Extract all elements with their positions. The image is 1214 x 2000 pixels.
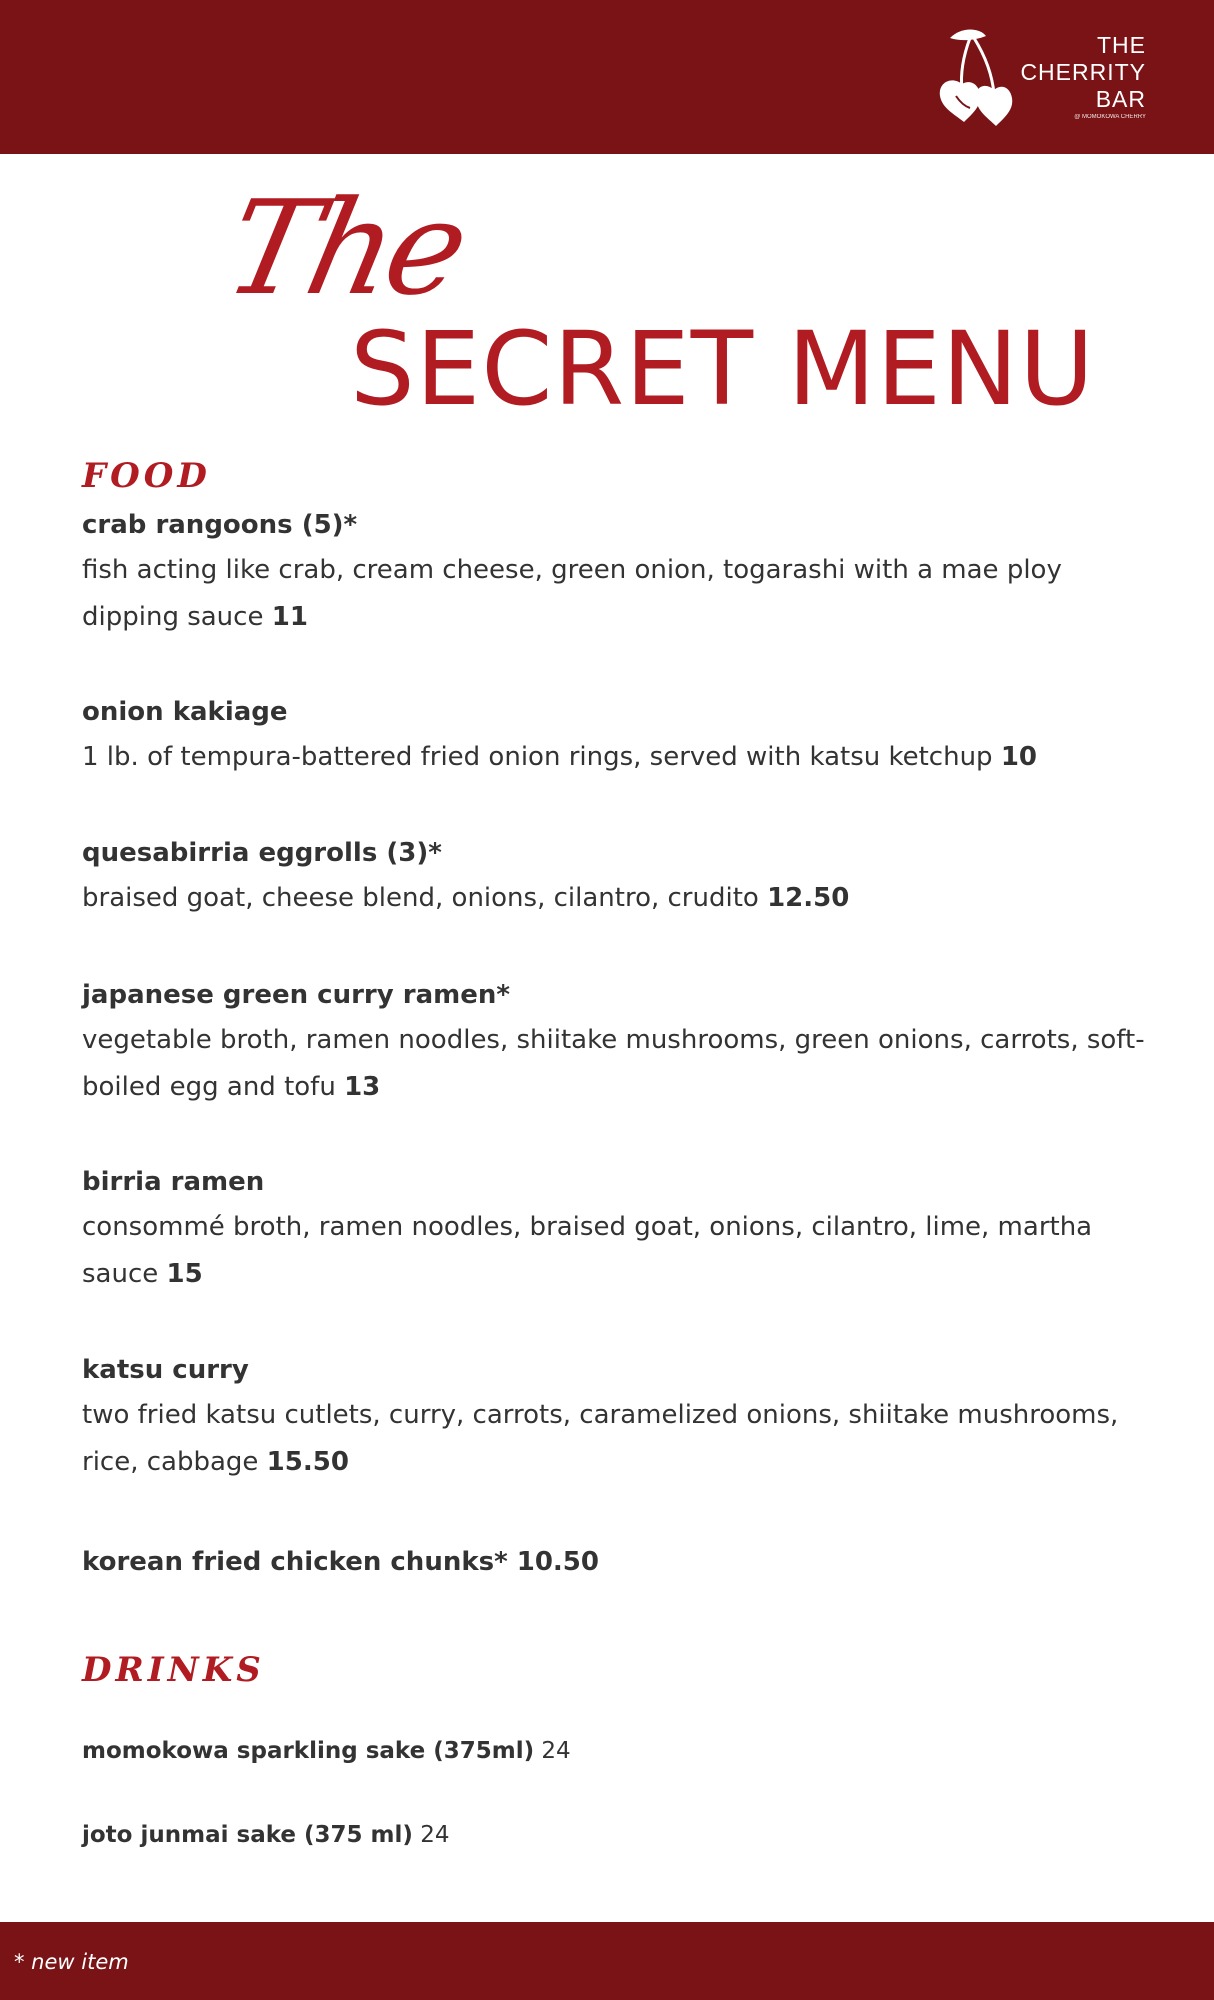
food-item-6	[82, 1348, 1162, 1486]
food-item-1	[82, 503, 1162, 641]
footer-bar	[0, 1922, 1214, 2000]
food-item-desc	[82, 734, 1162, 781]
food-item-price: 15.50	[266, 1447, 349, 1477]
food-item-7	[82, 1540, 1162, 1584]
drink-item-2	[82, 1820, 1162, 1850]
food-item-name: crab rangoons (5)*	[82, 510, 358, 540]
food-item-desc	[82, 1204, 1162, 1298]
drink-item-price: 24	[420, 1822, 450, 1848]
food-item-desc-text: 1 lb. of tempura-battered fried onion rings, served with katsu ketchup	[82, 742, 993, 772]
food-item-price: 13	[344, 1072, 381, 1102]
food-item-desc-text: two fried katsu cutlets, curry, carrots, caramelized onions, shiitake mushrooms, rice, cabbage	[82, 1400, 1119, 1477]
page-title: SECRET MENU	[350, 310, 1095, 429]
food-item-desc	[82, 875, 1162, 922]
food-item-name: japanese green curry ramen*	[82, 980, 510, 1010]
cherrity-bar-logo	[936, 24, 1146, 128]
food-item-name: katsu curry	[82, 1355, 249, 1385]
drink-item-price: 24	[541, 1738, 571, 1764]
food-item-name: onion kakiage	[82, 697, 288, 727]
header-bar	[0, 0, 1214, 154]
food-item-name: quesabirria eggrolls (3)*	[82, 838, 442, 868]
food-item-3	[82, 831, 1162, 922]
food-item-2	[82, 690, 1162, 781]
food-item-price: 12.50	[767, 883, 850, 913]
food-item-desc-text: braised goat, cheese blend, onions, cilantro, crudito	[82, 883, 759, 913]
food-item-desc-text: fish acting like crab, cream cheese, green onion, togarashi with a mae ploy dipping sauce	[82, 555, 1062, 632]
food-item-name: birria ramen	[82, 1167, 265, 1197]
cherry-heart-icon	[936, 24, 1026, 128]
logo-line-3: BAR	[1095, 86, 1146, 112]
food-item-name: korean fried chicken chunks* 10.50	[82, 1547, 599, 1577]
drink-item-1	[82, 1736, 1162, 1766]
drink-item-name: joto junmai sake (375 ml)	[82, 1822, 413, 1848]
title-script-the: The	[213, 172, 476, 324]
food-item-price: 10	[1000, 742, 1038, 772]
drinks-heading: DRINKS	[82, 1650, 265, 1690]
food-item-desc	[82, 1017, 1162, 1111]
food-item-price: 11	[271, 602, 308, 632]
logo-line-2: CHERRITY	[1020, 59, 1146, 85]
food-item-desc-text: vegetable broth, ramen noodles, shiitake mushrooms, green onions, carrots, soft-boiled egg and tofu	[82, 1025, 1145, 1102]
food-item-desc	[82, 547, 1162, 641]
logo-tagline: @ MOMOKOWA CHERRY	[1074, 114, 1146, 120]
food-item-desc-text: consommé broth, ramen noodles, braised goat, onions, cilantro, lime, martha sauce	[82, 1212, 1093, 1289]
drink-item-name: momokowa sparkling sake (375ml)	[82, 1738, 535, 1764]
food-item-price: 15	[166, 1259, 203, 1289]
new-item-note: * new item	[14, 1950, 129, 1974]
food-item-desc	[82, 1392, 1162, 1486]
logo-line-1: THE	[1097, 32, 1146, 58]
food-item-5	[82, 1160, 1162, 1298]
food-heading: FOOD	[82, 456, 211, 496]
food-item-4	[82, 973, 1162, 1111]
